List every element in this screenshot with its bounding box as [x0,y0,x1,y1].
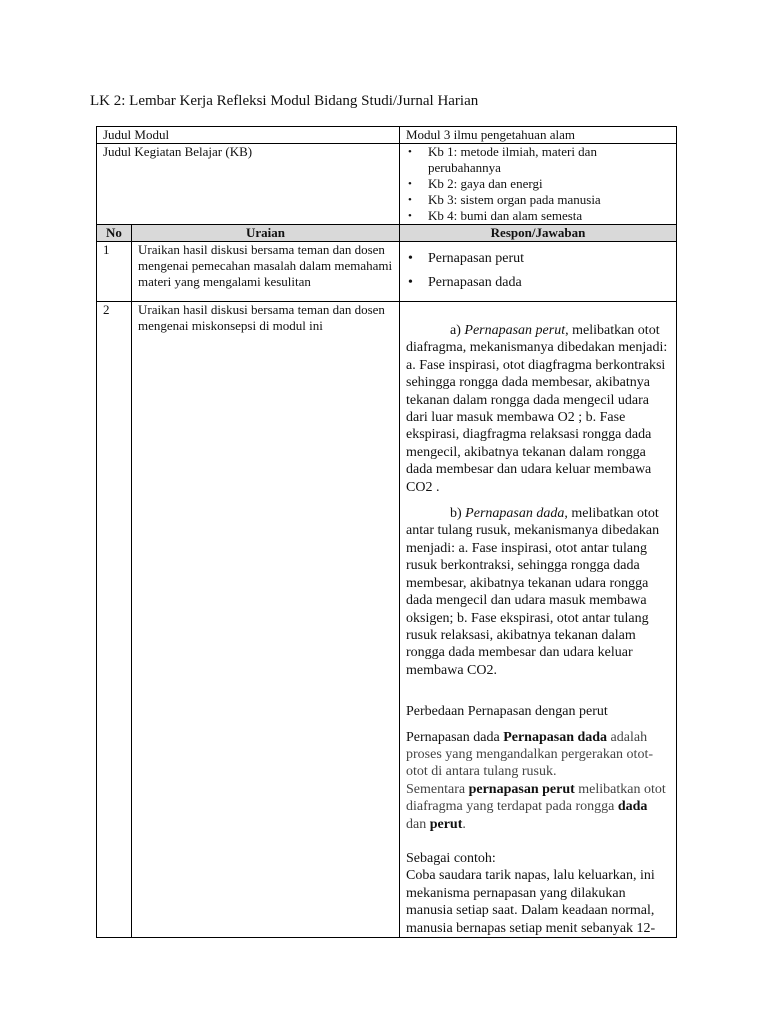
difference-text: Sementara pernapasan perut melibatkan otot diafragma yang terdapat pada rongga dada dan perut. [406,781,666,832]
worksheet-table [96,126,677,938]
table-row [97,302,677,938]
kb-label: Judul Kegiatan Belajar (KB) [97,144,400,225]
example-heading: Sebagai contoh: [406,850,496,866]
column-header-uraian: Uraian [132,225,400,242]
kb-item: • Kb 2: gaya dan energi [406,176,670,192]
column-header-respon: Respon/Jawaban [400,225,677,242]
response-item: • Pernapasan dada [406,271,670,295]
row-uraian: Uraikan hasil diskusi bersama teman dan dosen mengenai pemecahan masalah dalam memahami materi yang mengalami kesulitan [132,242,400,302]
response-item: • Pernapasan perut [406,247,670,271]
response-list [406,247,670,295]
row-response [400,242,677,302]
kb-item: • Kb 3: sistem organ pada manusia [406,192,670,208]
paragraph-a: a) Pernapasan perut, melibatkan otot diafragma, mekanismanya dibedakan menjadi: a. Fase inspirasi, otot diagfragma berkontraksi sehingga rongga dada membesar, akibatnya tekanan dalam rongga dada mengecil udara dari luar masuk membawa O2 ; b. Fase ekspirasi, diagfragma relaksasi rongga dada mengecil, akibatnya tekanan dalam rongga dada membesar dan udara keluar membawa CO2 . [406,323,668,495]
module-label: Judul Modul [97,127,400,144]
module-value: Modul 3 ilmu pengetahuan alam [400,127,677,144]
row-number: 2 [97,302,132,938]
kb-cell [400,144,677,225]
kb-row [97,144,677,225]
difference-text: Pernapasan dada Pernapasan dada adalah proses yang mengandalkan pergerakan otot-otot di antara tulang rusuk. [406,729,653,780]
column-header-no: No [97,225,132,242]
kb-item: • Kb 1: metode ilmiah, materi dan perubahannya [406,144,670,176]
kb-list [406,144,670,224]
row-response [400,302,677,938]
module-row [97,127,677,144]
row-uraian: Uraikan hasil diskusi bersama teman dan dosen mengenai miskonsepsi di modul ini [132,302,400,938]
document-title: LK 2: Lembar Kerja Refleksi Modul Bidang Studi/Jurnal Harian [90,93,479,109]
row-number: 1 [97,242,132,302]
kb-item: • Kb 4: bumi dan alam semesta [406,208,670,224]
paragraph-b: b) Pernapasan dada, melibatkan otot antar tulang rusuk, mekanismanya dibedakan menjadi: a. Fase inspirasi, otot antar tulang rusuk berkontraksi, sehingga rongga dada membesar, akibatnya tekanan udara rongga dada mengecil dan udara masuk membawa oksigen; b. Fase ekspirasi, otot antar tulang rusuk relaksasi, akibatnya tekanan dalam rongga dada membesar dan udara keluar membawa CO2. [406,506,660,678]
difference-heading: Perbedaan Pernapasan dengan perut [406,704,608,720]
column-header-row [97,225,677,242]
example-text: Coba saudara tarik napas, lalu keluarkan, ini mekanisma pernapasan yang dilakukan manusia setiap saat. Dalam keadaan normal, manusia bernapas setiap menit sebanyak 12- [406,868,656,936]
table-row [97,242,677,302]
